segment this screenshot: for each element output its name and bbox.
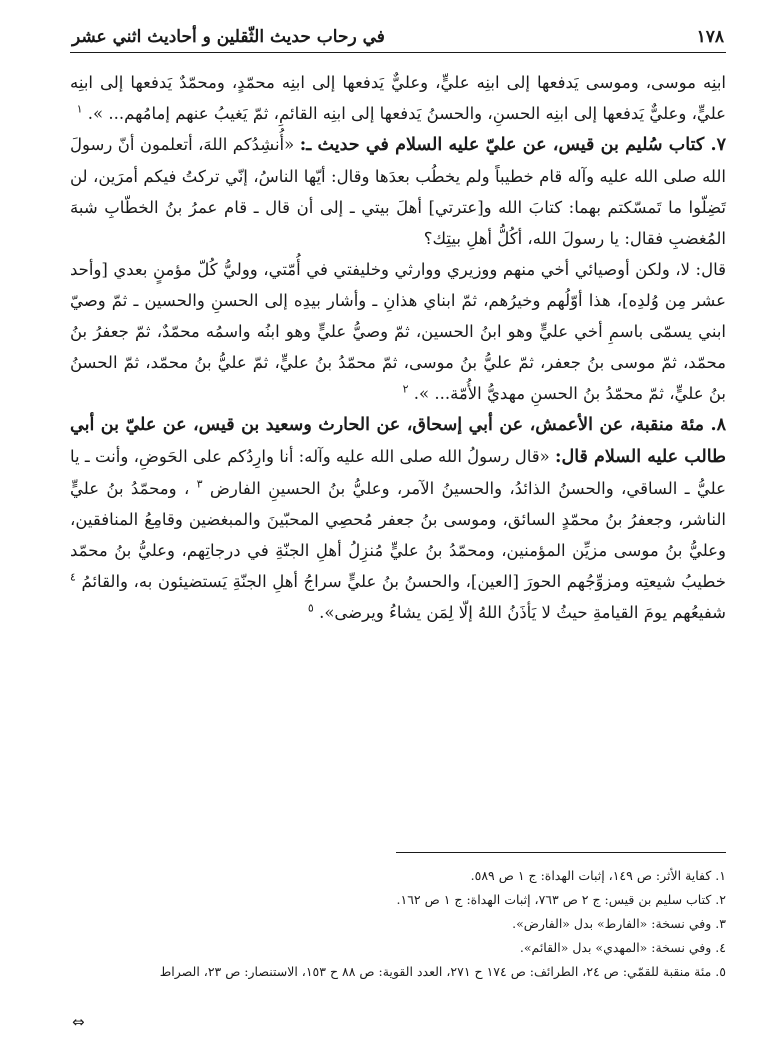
footnote-ref-1[interactable]: ١ (76, 102, 83, 116)
paragraph-4 (70, 409, 726, 628)
footnote-divider (396, 852, 726, 853)
header-divider (70, 52, 726, 53)
footnote-5: ٥. مئة منقبة للقمّي: ص ٢٤، الطرائف: ص ١٧٤ ح ٢٧١، العدد القوية: ص ٨٨ ح ١٥٣، الاستنصار: ص ٢٣، الصراط (159, 964, 726, 979)
footnote-ref-3[interactable]: ٣ (196, 477, 203, 491)
paragraph-3-text: قال: لا، ولكن أوصيائي أخي منهم ووزيري ووارثي وخليفتي في أُمّتي، ووليُّ كُلّ مؤمنٍ بعدي [وأحد عشر مِن وُلدِه]، هذا أوّلُهم وخيرُهم، ثمّ ابناي هذانِ ـ وأشار بيدِه إلى الحسنِ والحسين ـ ثمّ وصيّ ابني يسمّى باسمِ أخي عليٍّ وهو ابنُ الحسين، ثمّ وصيُّ عليٍّ وهو ابنُه واسمُه محمّدٌ، ثمّ جعفرُ بنُ محمّد، ثمّ موسى بنُ جعفر، ثمّ عليُّ بنُ موسى، ثمّ محمّدُ بنُ عليٍّ، ثمّ عليُّ بنُ محمّد، ثمّ الحسنُ بنُ عليٍّ، ثمّ محمّدُ بنُ الحسنِ مهديُّ الأُمّة... ». (70, 260, 726, 403)
running-title: في رحاب حديث الثّقلين و أحاديث اثني عشر (72, 27, 385, 47)
main-text (70, 67, 726, 628)
book-page (70, 22, 726, 1042)
paragraph-2 (70, 129, 726, 254)
footnote-ref-2[interactable]: ٢ (402, 382, 409, 396)
paragraph-3 (70, 254, 726, 409)
page-number: ١٧٨ (696, 27, 724, 47)
footnote-ref-5[interactable]: ٥ (307, 601, 314, 615)
running-header (70, 22, 726, 48)
footnote-1: ١. كفاية الأثر: ص ١٤٩، إثبات الهداة: ج ١ ص ٥٨٩. (470, 868, 726, 883)
footnote-3: ٣. وفي نسخة: «الفارط» بدل «الفارض». (512, 916, 726, 931)
hadith-heading-7: ٧. كتاب سُليم بن قيس، عن عليّ عليه السلام في حديث ـ: (299, 135, 727, 155)
footnote-4: ٤. وفي نسخة: «المهدي» بدل «القائم». (519, 940, 726, 955)
hadith-heading-8: ٨. مئة منقبة، عن الأعمش، عن أبي إسحاق، عن الحارث وسعيد بن قيس، عن عليّ بن أبي طالب عليه السلام قال: (70, 415, 726, 467)
footnotes (70, 864, 726, 984)
continuation-arrow-icon: ⇔ (72, 1013, 85, 1031)
paragraph-4-text-b: ، ومحمّدُ بنُ عليٍّ الناشر، وجعفرُ بنُ محمّدٍ السائق، وموسى بنُ جعفر مُحصِي المحبّينَ والمبغضين وقامِعُ المنافقين، وعليُّ بنُ موسى مزيِّن المؤمنين، ومحمّدُ بنُ عليٍّ مُنزِلُ أهلِ الجنّةِ في درجاتِهم، وعليُّ بنُ محمّد خطيبُ شيعتِه ومزوِّجُهم الحورَ [العين]، والحسنُ بنُ عليٍّ سراجُ أهلِ الجنّةِ يَستضيئون به، والقائمُ (70, 479, 726, 591)
paragraph-2-text: «أُنشِدُكم اللهَ، أتعلمون أنّ رسولَ الله صلى الله عليه وآله قام خطيباً ولم يخطُب بعدَها وقال: أيّها الناسُ، إنّي تركتُ فيكم أمرَين، لن تَضِلّوا ما تَمسّكتم بهما: كتابَ الله و[عترتي] أهلَ بيتي ـ إلى أن قال ـ قام عمرُ بنُ الخطّابِ شبهَ المُغضبِ فقال: يا رسولَ الله، أكُلُّ أهلِ بيتِك؟ (70, 135, 726, 248)
footnote-2: ٢. كتاب سليم بن قيس: ج ٢ ص ٧٦٣، إثبات الهداة: ج ١ ص ١٦٢. (396, 892, 726, 907)
paragraph-4-text-c: شفيعُهم يومَ القيامةِ حيثُ لا يَأذَنُ اللهُ إلّا لِمَن يشاءُ ويرضى». (319, 603, 726, 622)
paragraph-1-text: ابنِه موسى، وموسى يَدفعها إلى ابنِه عليٍّ، وعليٌّ يَدفعها إلى ابنِه محمّدٍ، ومحمّدٌ يَدفعها إلى ابنِه عليٍّ، وعليٌّ يَدفعها إلى ابنِه الحسنِ، والحسنُ يَدفعها إلى ابنِه القائمِ، ثمّ يَغيبُ عنهم إمامُهم... ». (70, 73, 726, 123)
footnote-ref-4[interactable]: ٤ (70, 570, 76, 584)
paragraph-4-text-a: «قال رسولُ الله صلى الله عليه وآله: أنا وارِدُكم على الحَوضِ، وأنت ـ يا عليُّ ـ الساقي، والحسنُ الذائدُ، والحسينُ الآمر، وعليُّ بنُ الحسينِ الفارض (70, 447, 726, 498)
paragraph-1 (70, 67, 726, 129)
